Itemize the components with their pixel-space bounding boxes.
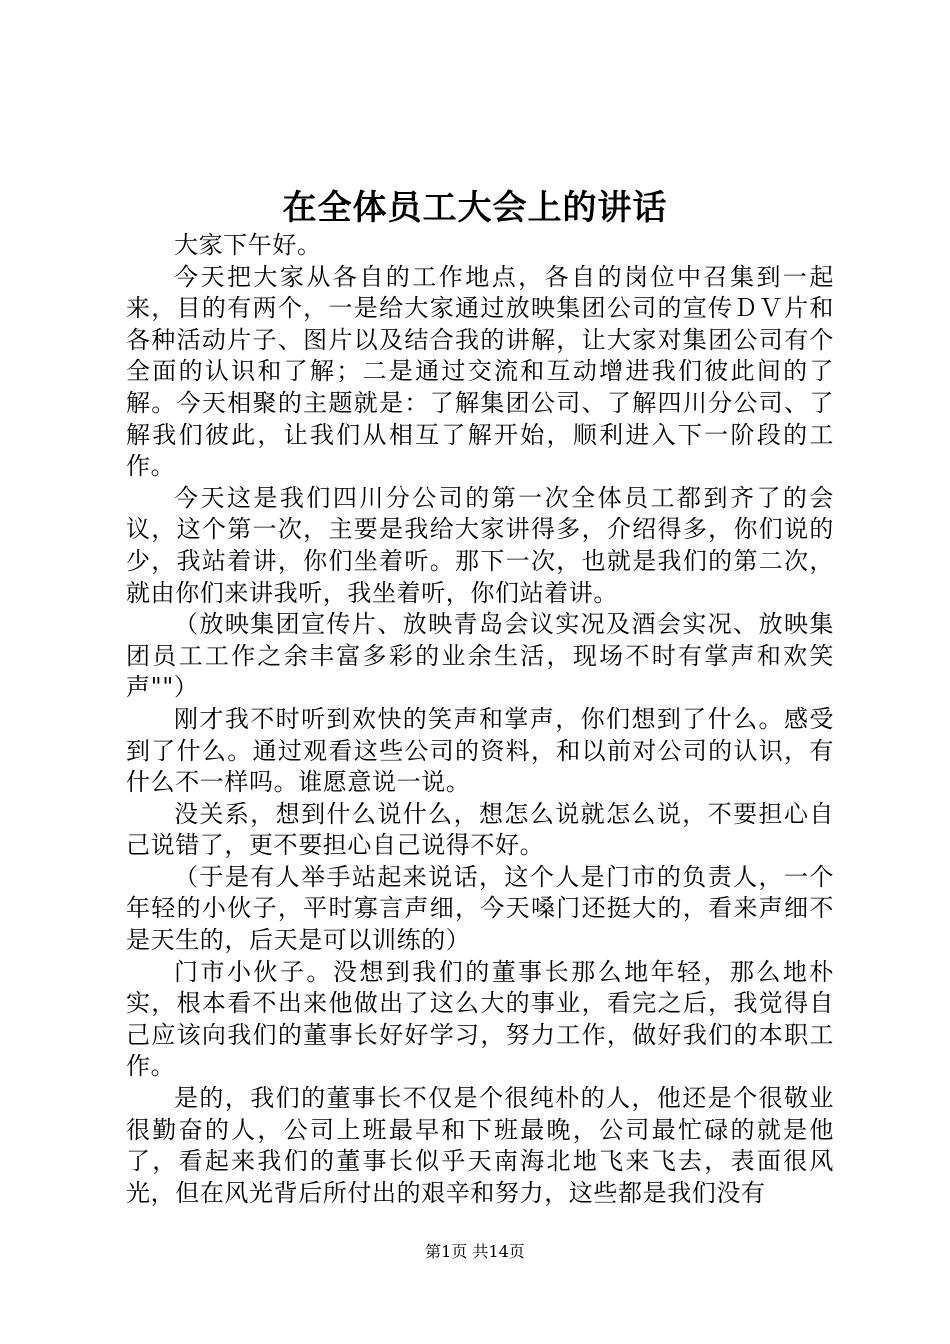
paragraph: 刚才我不时听到欢快的笑声和掌声，你们想到了什么。感受到了什么。通过观看这些公司的资料，和以前对公司的认识，有什么不一样吗。谁愿意说一说。 (126, 704, 834, 797)
paragraph: 是的，我们的董事长不仅是个很纯朴的人，他还是个很敬业很勤奋的人，公司上班最早和下班最晚，公司最忙碌的就是他了，看起来我们的董事长似乎天南海北地飞来飞去，表面很风光，但在风光背后所付出的艰辛和努力，这些都是我们没有 (126, 1084, 834, 1207)
paragraph: （于是有人举手站起来说话，这个人是门市的负责人，一个年轻的小伙子，平时寡言声细，今天嗓门还挺大的，看来声细不是天生的，后天是可以训练的） (126, 862, 834, 955)
paragraph: （放映集团宣传片、放映青岛会议实况及酒会实况、放映集团员工工作之余丰富多彩的业余生活，现场不时有掌声和欢笑声""） (126, 610, 834, 702)
document-title: 在全体员工大会上的讲话 (282, 188, 668, 228)
page-number-footer: 第1页 共14页 (425, 1242, 525, 1261)
paragraph: 今天把大家从各自的工作地点，各自的岗位中召集到一起来，目的有两个，一是给大家通过放映集团公司的宣传ＤＶ片和各种活动片子、图片以及结合我的讲解，让大家对集团公司有个全面的认识和了解；二是通过交流和互动增进我们彼此间的了解。今天相聚的主题就是：了解集团公司、了解四川分公司、了解我们彼此，让我们从相互了解开始，顺利进入下一阶段的工作。 (126, 262, 834, 481)
document-body (126, 230, 834, 1209)
paragraph: 门市小伙子。没想到我们的董事长那么地年轻，那么地朴实，根本看不出来他做出了这么大的事业，看完之后，我觉得自己应该向我们的董事长好好学习，努力工作，做好我们的本职工作。 (126, 957, 834, 1081)
paragraph: 今天这是我们四川分公司的第一次全体员工都到齐了的会议，这个第一次，主要是我给大家讲得多，介绍得多，你们说的少，我站着讲，你们坐着听。那下一次，也就是我们的第二次，就由你们来讲我听，我坐着听，你们站着讲。 (126, 483, 834, 607)
paragraph: 大家下午好。 (174, 231, 322, 259)
paragraph: 没关系，想到什么说什么，想怎么说就怎么说，不要担心自己说错了，更不要担心自己说得不好。 (126, 799, 834, 860)
